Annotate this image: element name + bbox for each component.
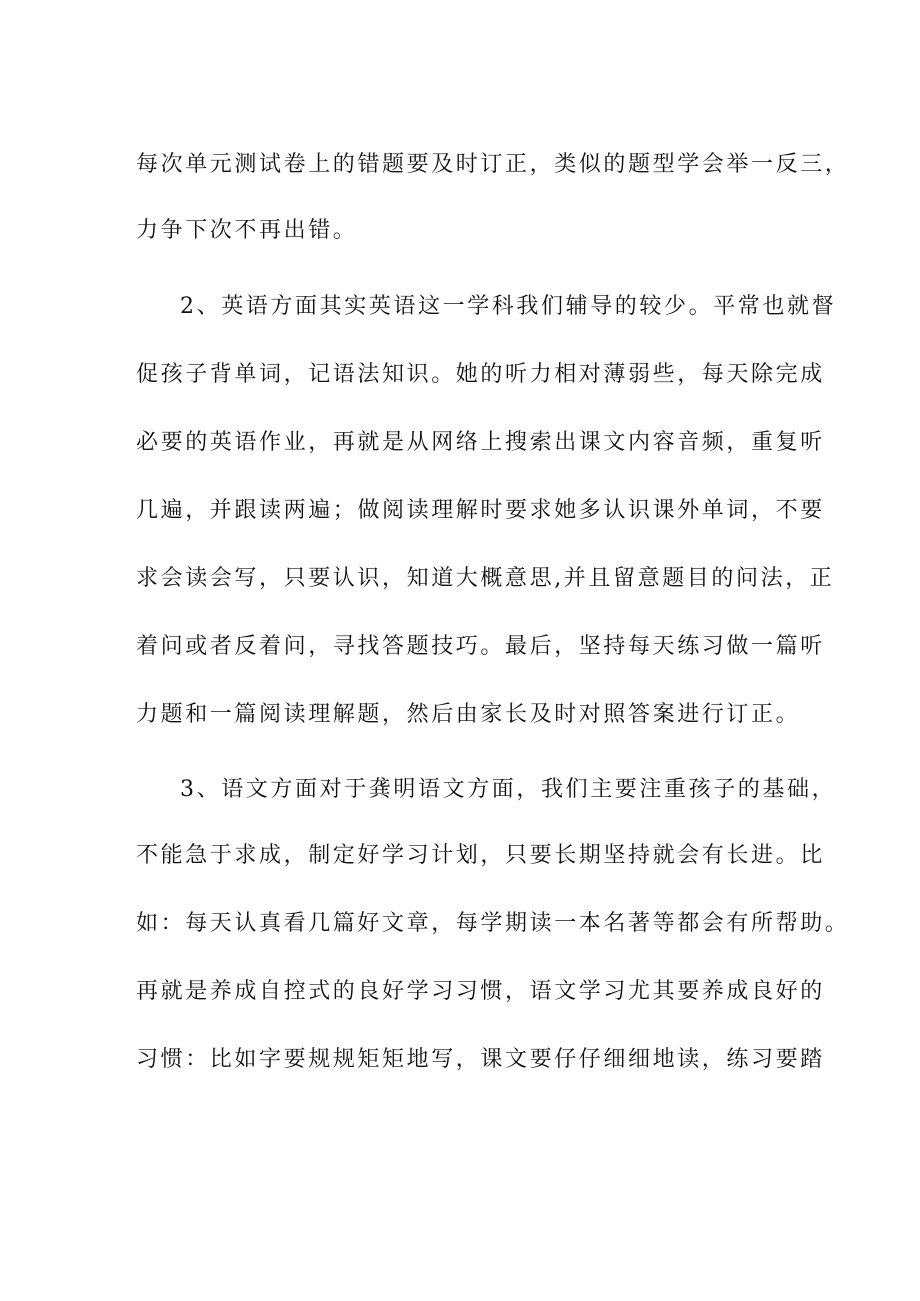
paragraph-start-line: 3、语文方面对于龚明语文方面，我们主要注重孩子的基础， [180, 777, 837, 802]
text-line: 求会读会写，只要认识，知道大概意思,并且留意题目的问法，正 [136, 566, 835, 591]
paragraph-start-line: 2、英语方面其实英语这一学科我们辅导的较少。平常也就督 [180, 294, 837, 319]
text-line: 如：每天认真看几篇好文章，每学期读一本名著等都会有所帮助。 [136, 911, 850, 936]
text-line: 几遍，并跟读两遍；做阅读理解时要求她多认识课外单词，不要 [136, 498, 825, 523]
text-line: 力争下次不再出错。 [136, 218, 358, 243]
text-line: 促孩子背单词，记语法知识。她的听力相对薄弱些，每天除完成 [136, 362, 825, 387]
text-line: 每次单元测试卷上的错题要及时订正，类似的题型学会举一反三， [136, 152, 850, 177]
text-line: 不能急于求成，制定好学习计划，只要长期坚持就会有长进。比 [136, 843, 825, 868]
text-line: 着问或者反着问，寻找答题技巧。最后，坚持每天练习做一篇听 [136, 634, 825, 659]
text-line: 力题和一篇阅读理解题，然后由家长及时对照答案进行订正。 [136, 702, 801, 727]
text-line: 习惯：比如字要规规矩矩地写，课文要仔仔细细地读，练习要踏 [136, 1047, 825, 1072]
text-line: 再就是养成自控式的良好学习习惯，语文学习尤其要养成良好的 [136, 979, 825, 1004]
text-line: 必要的英语作业，再就是从网络上搜索出课文内容音频，重复听 [136, 430, 825, 455]
